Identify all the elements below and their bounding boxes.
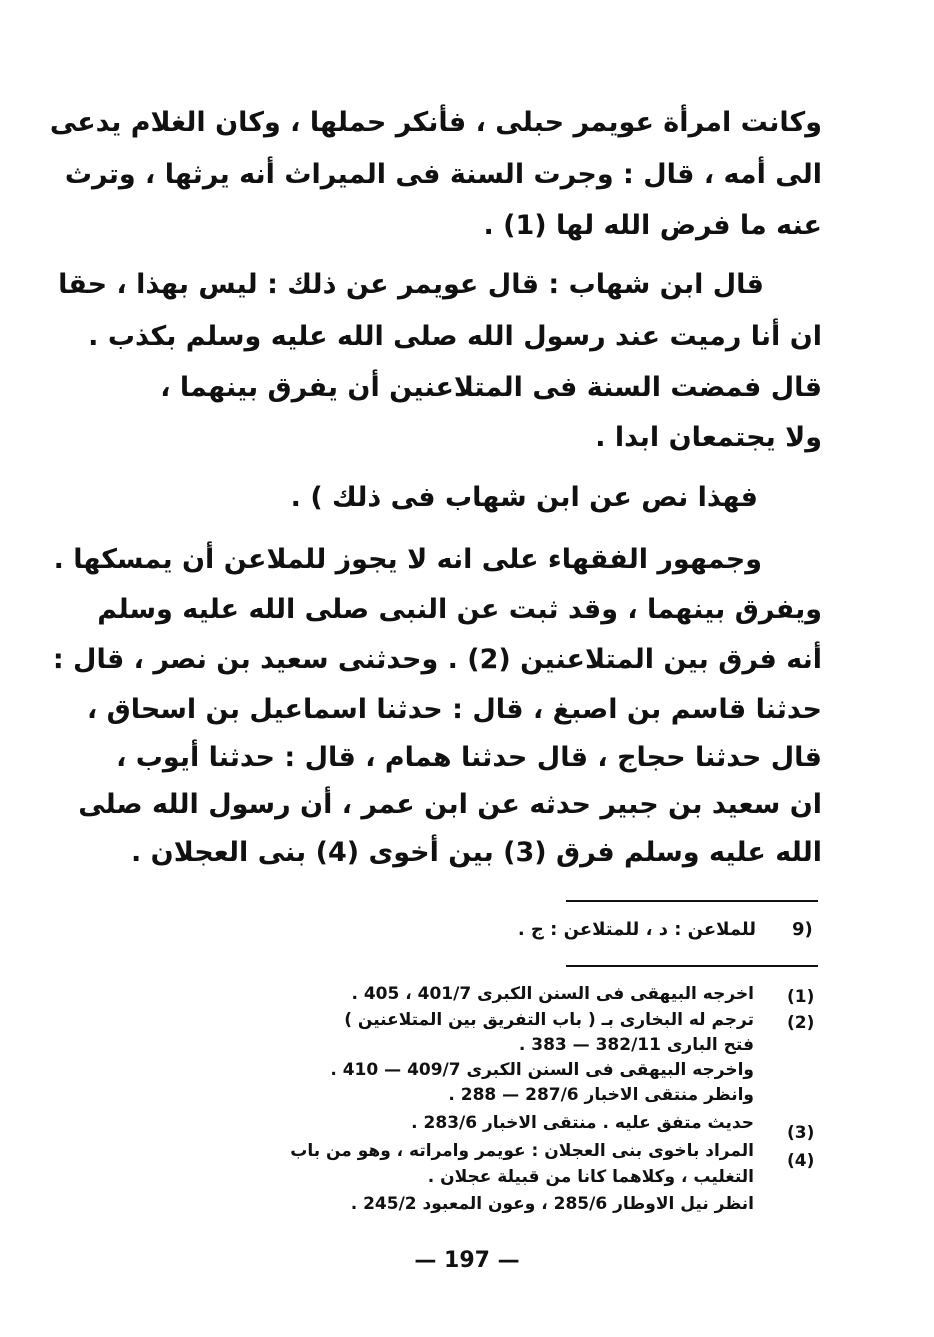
footnote-line: المراد باخوى بنى العجلان : عويمر وامراته ، وهو من باب bbox=[290, 1141, 754, 1161]
page-number: — 197 — bbox=[414, 1248, 520, 1273]
body-line: حدثنا قاسم بن اصبغ ، قال : حدثنا اسماعيل بن اسحاق ، bbox=[86, 694, 822, 725]
footnote-line: حديث متفق عليه . منتقى الاخبار 283/6 . bbox=[411, 1113, 754, 1133]
body-line: الله عليه وسلم فرق (3) بين أخوى (4) بنى العجلان . bbox=[131, 837, 822, 868]
body-line: قال ابن شهاب : قال عويمر عن ذلك : ليس بهذا ، حقا bbox=[58, 269, 764, 300]
footnote-line: واخرجه البيهقى فى السنن الكبرى 409/7 — 410 . bbox=[330, 1060, 754, 1080]
body-line: أنه فرق بين المتلاعنين (2) . وحدثنى سعيد بن نصر ، قال : bbox=[52, 644, 822, 675]
footnote-number: (3) bbox=[787, 1123, 815, 1143]
body-line: وكانت امرأة عويمر حبلى ، فأنكر حملها ، وكان الغلام يدعى bbox=[49, 107, 822, 138]
body-line: ان أنا رميت عند رسول الله صلى الله عليه وسلم بكذب . bbox=[88, 321, 822, 352]
body-line: فهذا نص عن ابن شهاب فى ذلك ) . bbox=[290, 482, 758, 513]
footnote-line: التغليب ، وكلاهما كانا من قبيلة عجلان . bbox=[427, 1167, 754, 1187]
body-line: قال حدثنا حجاج ، قال حدثنا همام ، قال : حدثنا أيوب ، bbox=[116, 742, 822, 773]
footnote-line: اخرجه البيهقى فى السنن الكبرى 401/7 ، 405 . bbox=[351, 984, 754, 1004]
footnote-number: (1) bbox=[787, 987, 815, 1007]
body-line: ان سعيد بن جبير حدثه عن ابن عمر ، أن رسول الله صلى bbox=[78, 789, 822, 820]
divider-line bbox=[566, 900, 818, 902]
footnote-number: (4) bbox=[787, 1151, 815, 1171]
body-line: قال فمضت السنة فى المتلاعنين أن يفرق بينهما ، bbox=[160, 372, 822, 403]
footnote-line: ترجم له البخارى بـ ( باب التفريق بين المتلاعنين ) bbox=[344, 1010, 754, 1030]
body-line: ولا يجتمعان ابدا . bbox=[595, 422, 822, 453]
body-line: وجمهور الفقهاء على انه لا يجوز للملاعن أن يمسكها . bbox=[53, 544, 762, 575]
body-line: الى أمه ، قال : وجرت السنة فى الميراث أنه يرثها ، وترث bbox=[64, 159, 822, 190]
divider-line bbox=[566, 965, 818, 967]
footnote-line: وانظر منتقى الاخبار 287/6 — 288 . bbox=[448, 1085, 754, 1105]
body-line: عنه ما فرض الله لها (1) . bbox=[483, 210, 822, 241]
body-line: ويفرق بينهما ، وقد ثبت عن النبى صلى الله عليه وسلم bbox=[97, 594, 822, 625]
footnote-number: (2) bbox=[787, 1013, 815, 1033]
footnote-line: فتح البارى 382/11 — 383 . bbox=[518, 1035, 754, 1055]
variant-note-number: 9) bbox=[792, 919, 813, 940]
variant-note-text: للملاعن : د ، للمتلاعن : ج . bbox=[517, 919, 756, 940]
footnote-line: انظر نيل الاوطار 285/6 ، وعون المعبود 245/2 . bbox=[350, 1194, 754, 1214]
